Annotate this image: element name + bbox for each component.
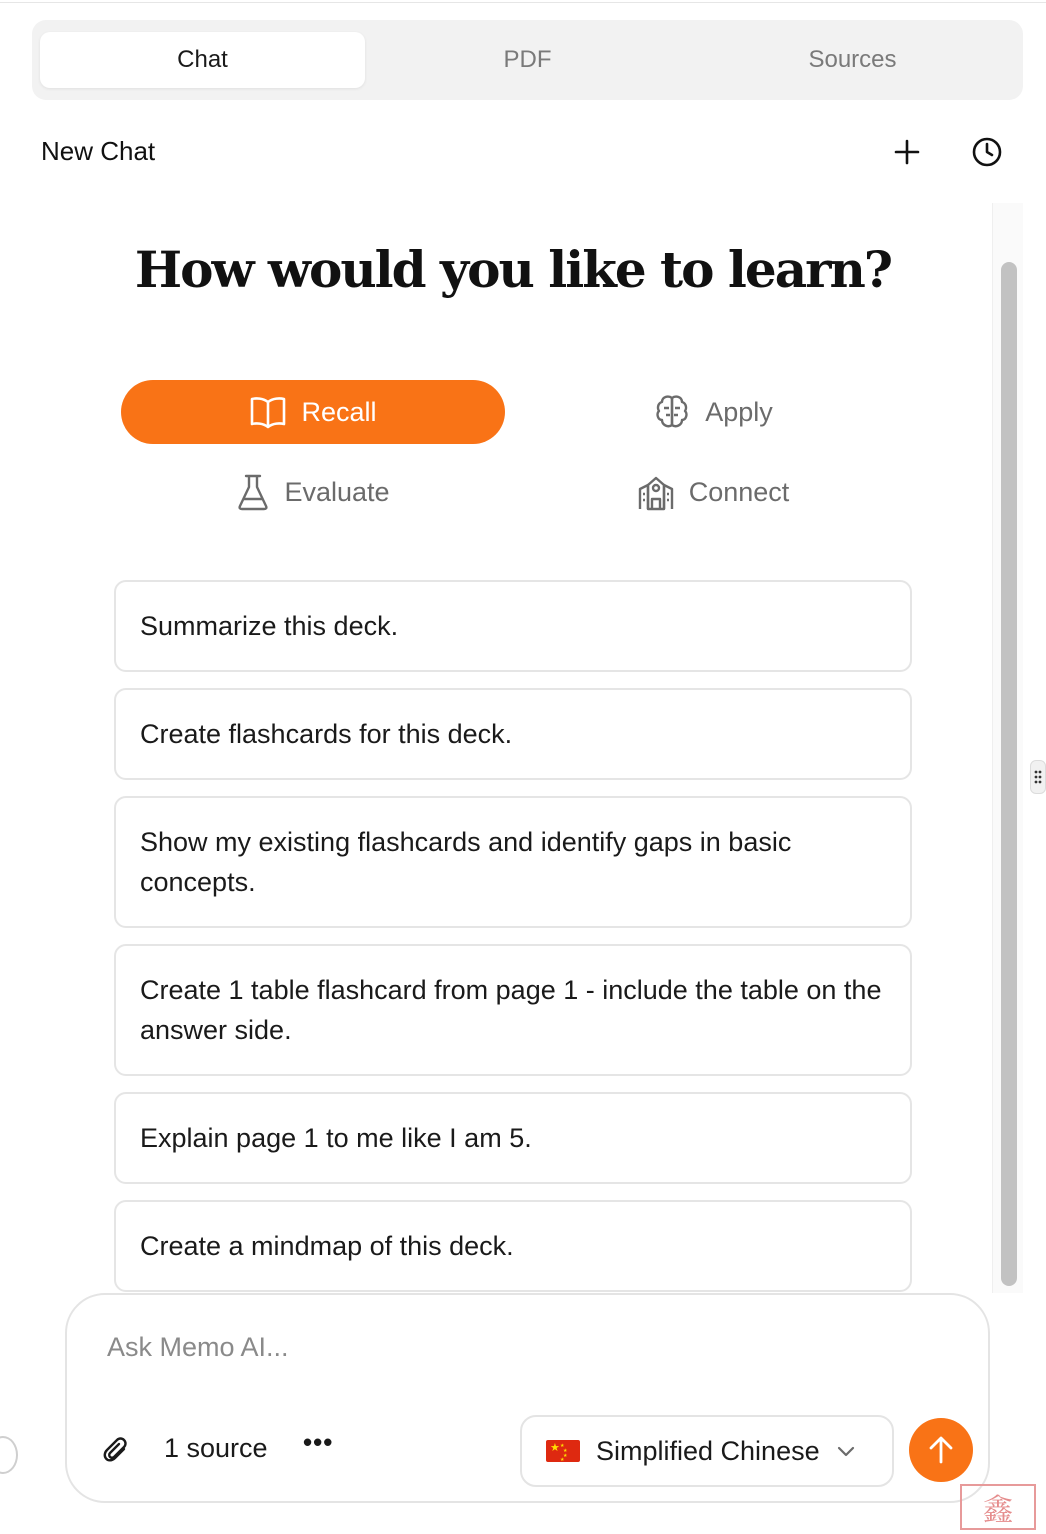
suggestion-text: Create flashcards for this deck.: [140, 719, 513, 749]
school-building-icon: [637, 473, 675, 511]
brain-icon: [653, 393, 691, 431]
clock-icon: [971, 136, 1003, 168]
mode-label: Connect: [688, 476, 790, 507]
more-options-button[interactable]: •••: [303, 1427, 334, 1457]
chat-history-button[interactable]: [967, 132, 1007, 172]
page-heading: How would you like to learn?: [134, 240, 892, 299]
suggestion-card[interactable]: [114, 944, 912, 1076]
scrollbar-thumb[interactable]: [1001, 262, 1017, 1286]
suggestion-text: Create a mindmap of this deck.: [140, 1231, 514, 1261]
suggestion-text: Show my existing flashcards and identify gaps in basic concepts.: [140, 827, 792, 897]
suggestion-card[interactable]: [114, 1092, 912, 1184]
partial-edge-icon: [0, 1436, 18, 1474]
mode-connect-button[interactable]: [521, 460, 905, 524]
suggestion-card[interactable]: [114, 1200, 912, 1292]
tab-chat[interactable]: Chat: [40, 32, 365, 88]
send-button[interactable]: [909, 1418, 973, 1482]
language-label: Simplified Chinese: [596, 1435, 820, 1466]
attach-button[interactable]: [97, 1431, 137, 1471]
grip-icon: [1034, 769, 1042, 785]
language-select[interactable]: [520, 1415, 894, 1487]
chevron-down-icon: [836, 1444, 856, 1458]
mode-recall-button[interactable]: [121, 380, 505, 444]
top-divider: [0, 0, 1046, 3]
suggestion-card[interactable]: [114, 796, 912, 928]
tab-pdf[interactable]: PDF: [503, 46, 552, 73]
watermark-stamp: 鑫: [960, 1484, 1036, 1530]
view-tabs: [32, 20, 1023, 100]
mode-apply-button[interactable]: [521, 380, 905, 444]
suggestion-text: Explain page 1 to me like I am 5.: [140, 1123, 532, 1153]
chat-title: New Chat: [41, 136, 156, 166]
mode-label: Apply: [705, 396, 773, 427]
arrow-up-icon: [927, 1435, 955, 1465]
mode-evaluate-button[interactable]: [121, 460, 505, 524]
mode-label: Evaluate: [284, 476, 390, 507]
chat-input[interactable]: [107, 1325, 927, 1369]
suggestion-text: Summarize this deck.: [140, 611, 399, 641]
plus-icon: [894, 139, 920, 165]
source-count-button[interactable]: 1 source: [164, 1433, 268, 1463]
panel-resize-handle[interactable]: [1030, 760, 1046, 794]
book-open-icon: [249, 395, 287, 429]
flask-icon: [236, 473, 270, 511]
tab-sources[interactable]: Sources: [808, 46, 897, 73]
new-chat-button[interactable]: [887, 132, 927, 172]
china-flag-icon: ★ ★ ★ ★ ★: [546, 1440, 580, 1462]
suggestion-text: Create 1 table flashcard from page 1 - include the table on the answer side.: [140, 975, 882, 1045]
suggestion-card[interactable]: [114, 580, 912, 672]
mode-label: Recall: [301, 396, 377, 427]
suggestion-card[interactable]: [114, 688, 912, 780]
paperclip-icon: [102, 1436, 132, 1466]
chat-composer: [65, 1293, 990, 1503]
